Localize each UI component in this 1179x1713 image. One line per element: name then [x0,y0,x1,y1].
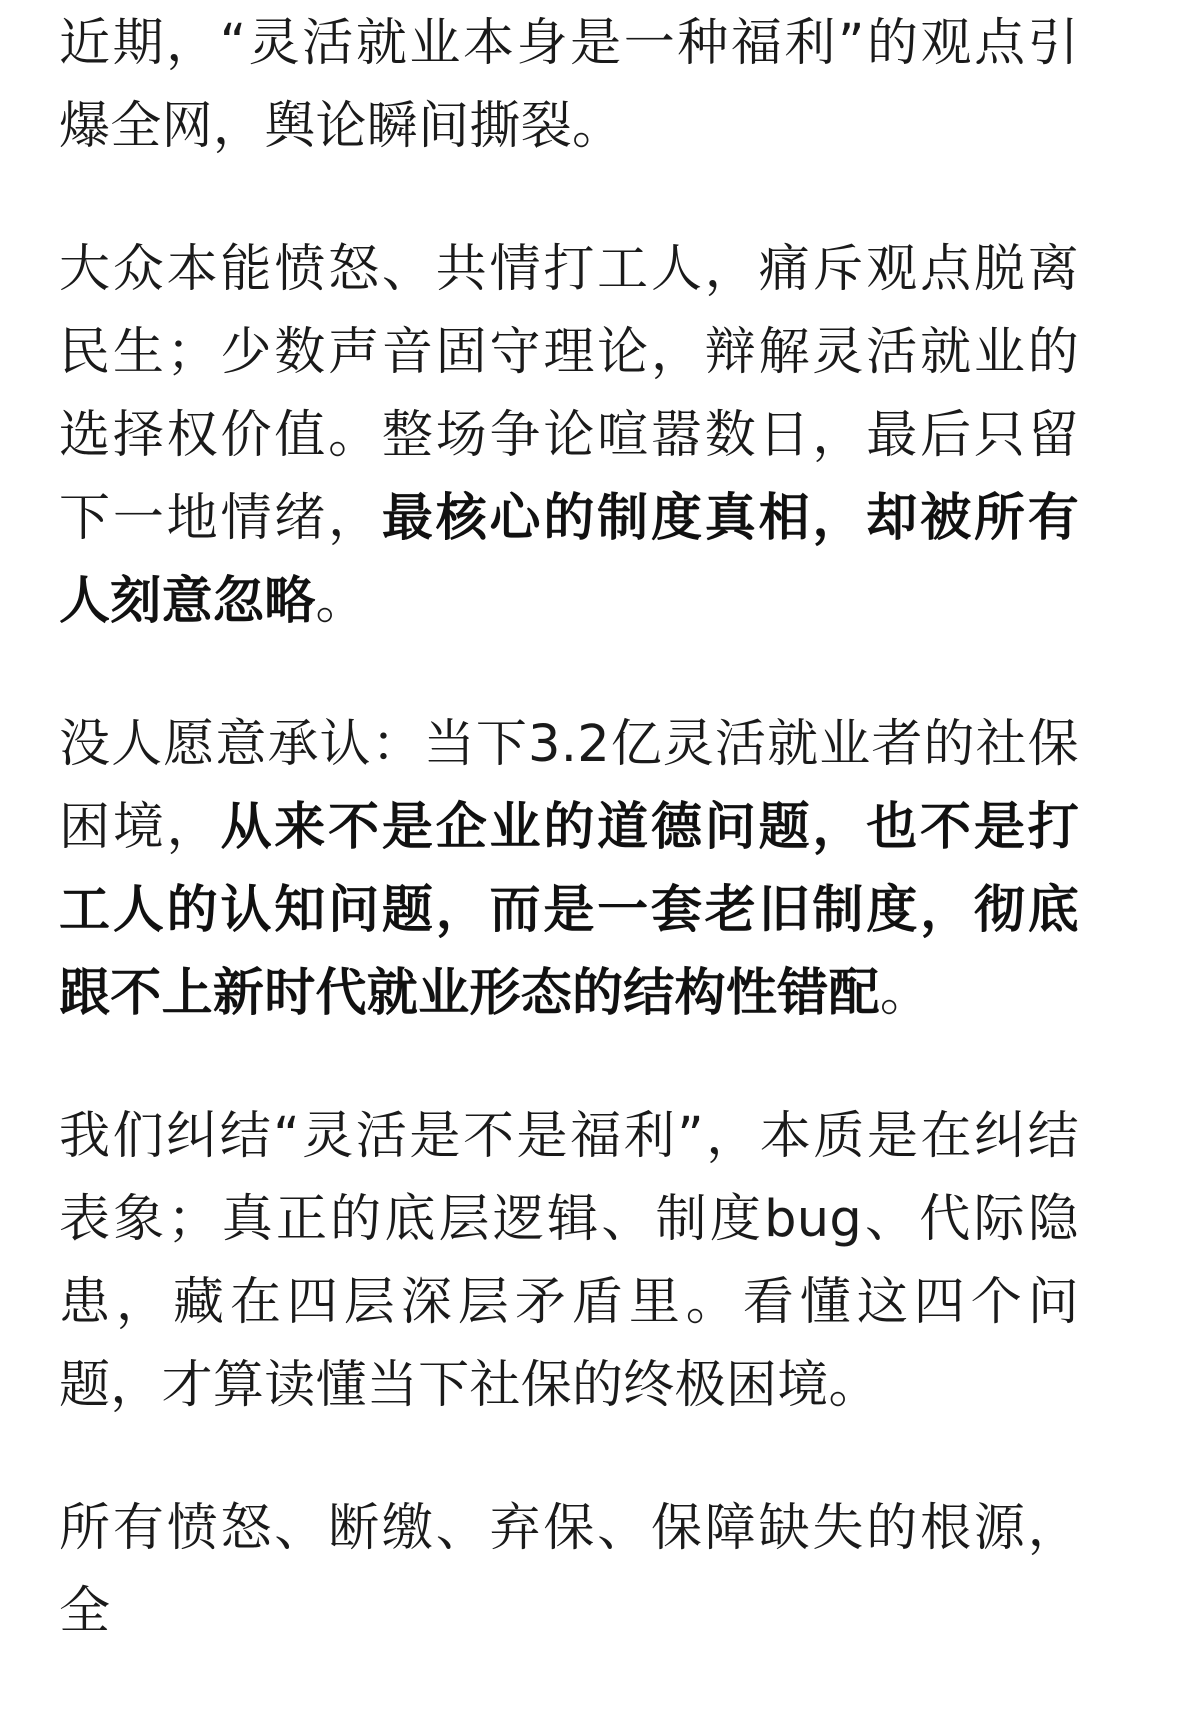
paragraph-public-reaction [59,228,1079,643]
emphasis-text: 最核心的制度真相，却被所有人刻意忽略 [59,489,1079,631]
paragraph-text: 我们纠结“灵活是不是福利”，本质是在纠结表象；真正的底层逻辑、制度bug、代际隐患，藏在四层深层矛盾里。看懂这四个问题，才算读懂当下社保的终极困境。 [59,1107,1079,1415]
emphasis-text: 从来不是企业的道德问题，也不是打工人的认知问题，而是一套老旧制度，彻底跟不上新时代就业形态的结构性错配 [59,798,1079,1023]
paragraph-intro [59,2,1079,168]
paragraph-text: 。 [315,572,367,631]
paragraph-structural-mismatch [59,703,1079,1035]
article-body [59,2,1079,1713]
paragraph-text: 近期，“灵活就业本身是一种福利”的观点引爆全网，舆论瞬间撕裂。 [59,14,1079,156]
paragraph-text: 大众本能愤怒、共情打工人，痛斥观点脱离民生；少数声音固守理论，辩解灵活就业的选择权价值。整场争论喧嚣数日，最后只留下一地情绪， [59,240,1079,548]
paragraph-four-contradictions [59,1095,1079,1427]
paragraph-text: 所有愤怒、断缴、弃保、保障缺失的根源，全 [59,1499,1079,1641]
paragraph-text: 。 [879,964,932,1023]
paragraph-text: 没人愿意承认：当下3.2亿灵活就业者的社保困境， [59,715,1079,857]
paragraph-root-cause [59,1487,1079,1653]
